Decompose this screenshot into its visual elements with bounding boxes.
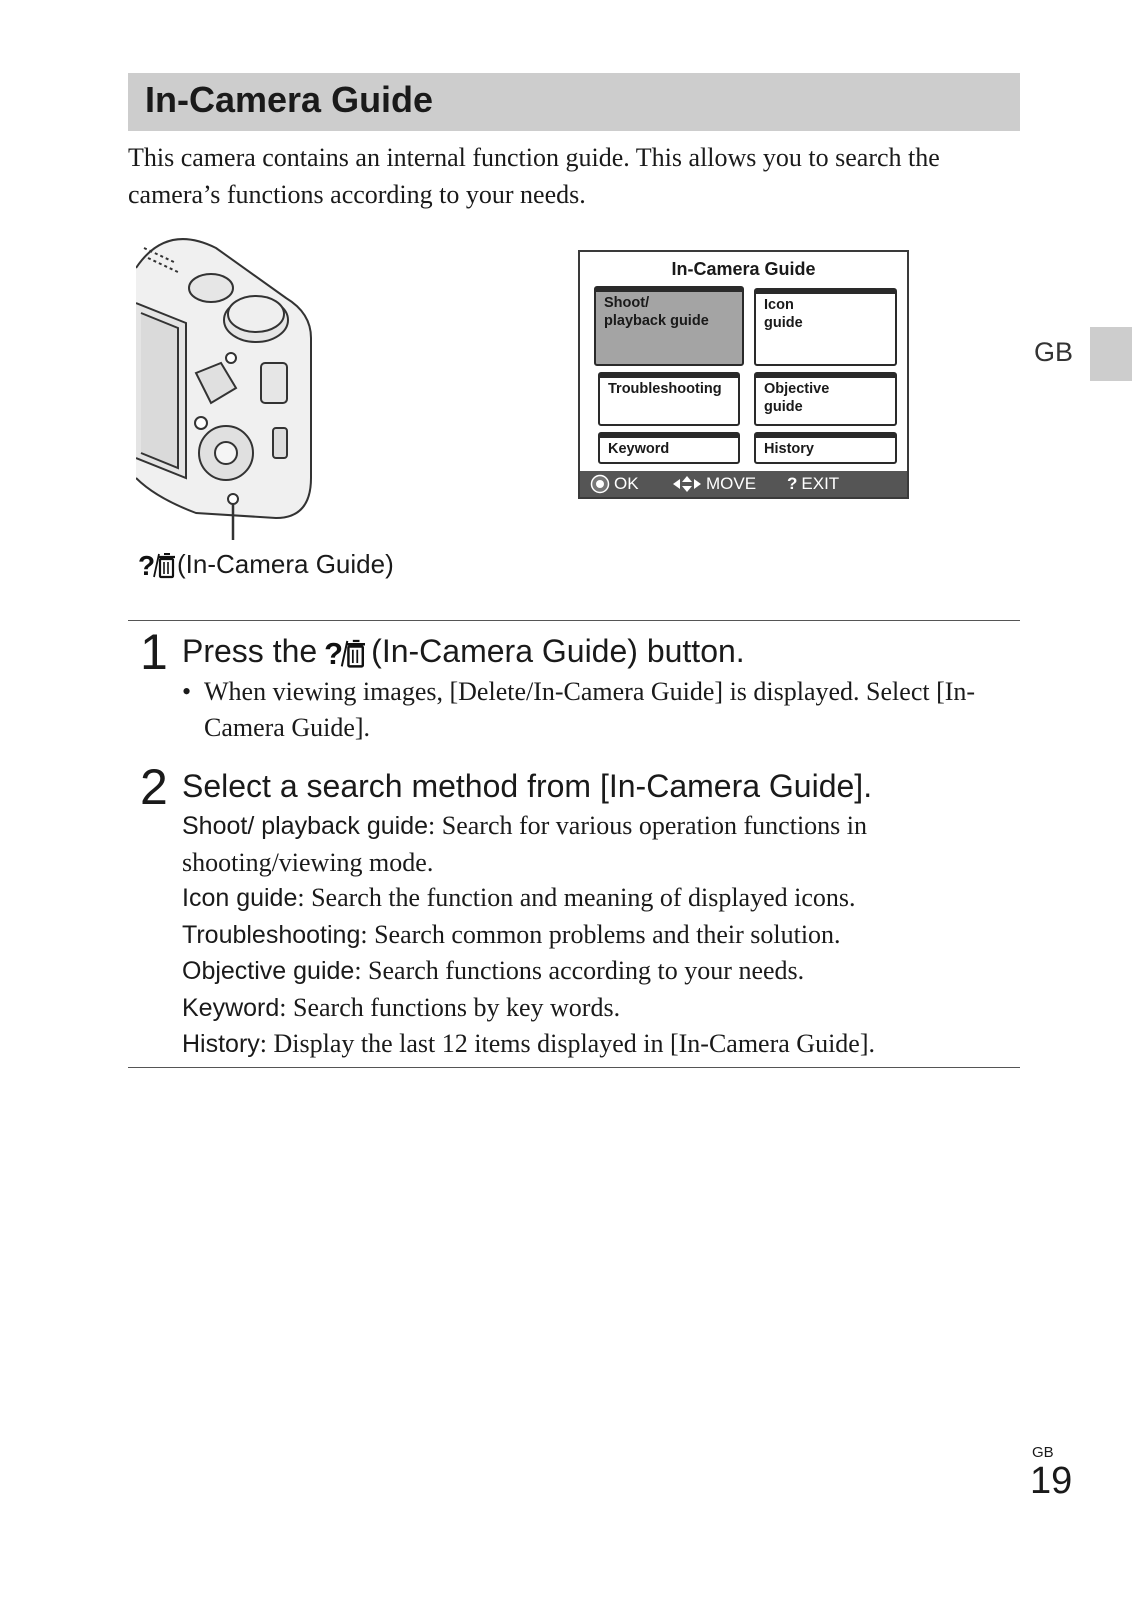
svg-text:?: ? (138, 550, 156, 580)
move-control: MOVE (672, 474, 756, 494)
section-title: In-Camera Guide (145, 79, 434, 120)
control-wheel-icon (590, 474, 610, 494)
button-caption-text: (In-Camera Guide) (177, 548, 394, 579)
guide-button-icon-guide[interactable]: Icon guide (754, 288, 897, 366)
method-item: Icon guide: Search the function and meaning of displayed icons. (182, 883, 856, 912)
guide-screen (578, 250, 909, 499)
step-1-body (182, 674, 1002, 745)
step-2-body (182, 808, 1002, 1063)
page-region-label: GB (1032, 1444, 1054, 1461)
guide-button-objective-guide[interactable]: Objective guide (754, 372, 897, 426)
camera-illustration (136, 228, 326, 558)
guide-button-keyword[interactable]: Keyword (598, 432, 740, 464)
step-2-number: 2 (140, 759, 168, 815)
method-item: History: Display the last 12 items displayed in [In-Camera Guide]. (182, 1029, 875, 1058)
help-icon: ? (787, 474, 798, 493)
method-item: Shoot/ playback guide: Search for various operation functions in shooting/viewing mode. (182, 811, 868, 877)
method-item: Keyword: Search functions by key words. (182, 992, 621, 1022)
side-tab (1090, 327, 1132, 381)
intro-paragraph: This camera contains an internal function guide. This allows you to search the camera’s functions according to your needs. (128, 143, 940, 209)
help-trash-icon (137, 548, 175, 580)
button-caption (137, 548, 394, 580)
svg-text:?: ? (324, 635, 344, 670)
guide-button-troubleshooting[interactable]: Troubleshooting (598, 372, 740, 426)
method-item: Objective guide: Search functions according to your needs. (182, 956, 805, 985)
step-1-heading: Press the ? (In-Camera Guide) button. (182, 633, 745, 670)
section-header (128, 73, 1020, 131)
help-trash-icon (323, 634, 365, 670)
guide-control-bar (580, 471, 907, 497)
exit-control: ? EXIT (787, 474, 840, 493)
arrow-keys-icon (672, 475, 702, 493)
ok-control: OK (590, 474, 639, 494)
step-1-number: 1 (140, 624, 168, 680)
bullet-dot: • (182, 677, 192, 706)
page-number: 19 (1030, 1460, 1073, 1502)
divider-top (128, 620, 1020, 621)
guide-screen-title: In-Camera Guide (671, 259, 816, 279)
method-item: Troubleshooting: Search common problems and their solution. (182, 919, 841, 949)
side-tab-label: GB (1034, 337, 1074, 367)
step-2-heading: Select a search method from [In-Camera Guide]. (182, 768, 873, 804)
step-1-bullet: • When viewing images, [Delete/In-Camera Guide] is displayed. Select [In-Camera Guide]. (182, 674, 1002, 745)
divider-bottom (128, 1067, 1020, 1068)
guide-button-history[interactable]: History (754, 432, 897, 464)
guide-button-shoot-playback[interactable]: Shoot/ playback guide (594, 286, 744, 366)
